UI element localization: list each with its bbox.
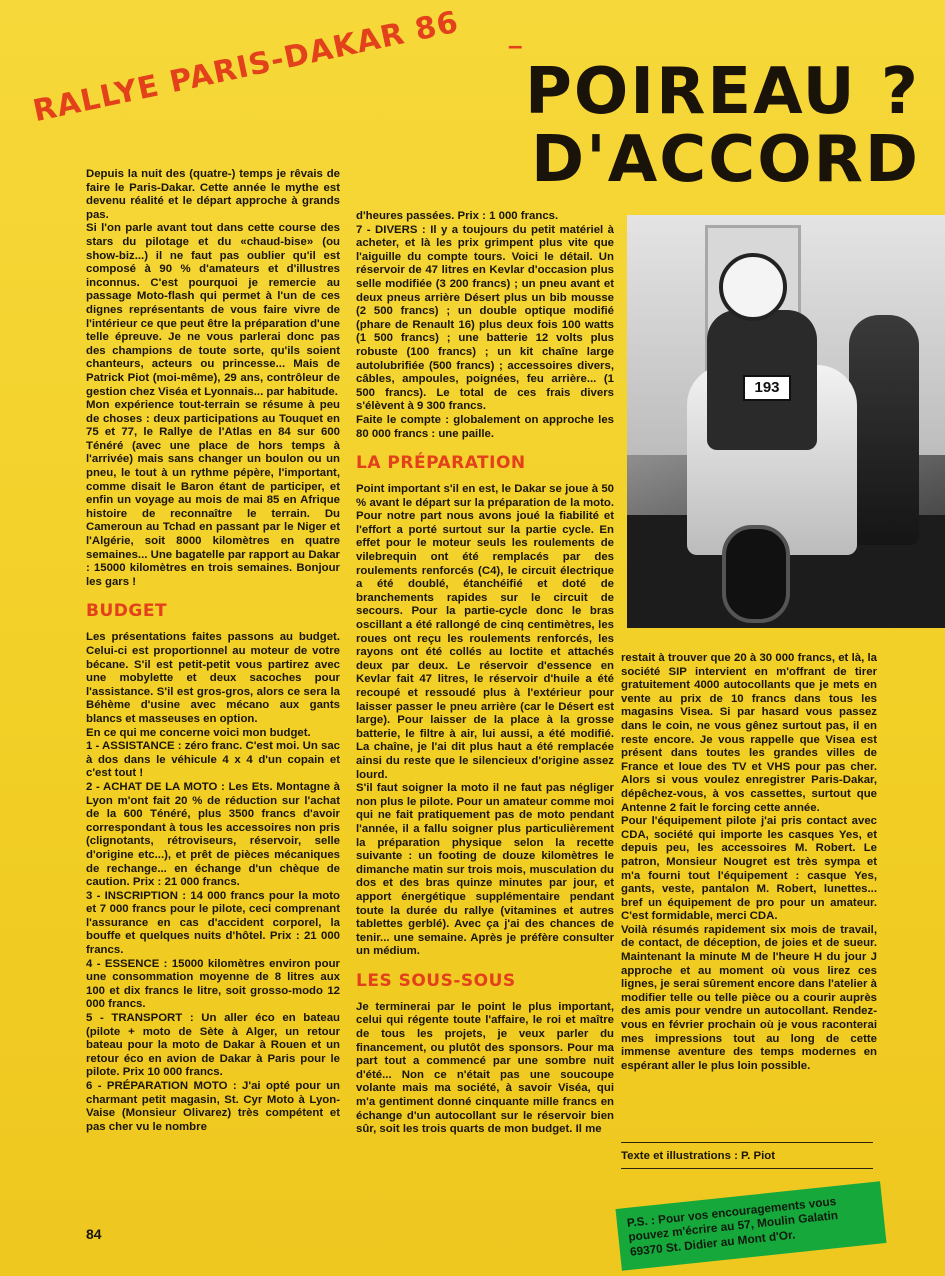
- paragraph: 6 - PRÉPARATION MOTO : J'ai opté pour un charmant petit magasin, St. Cyr Moto à Lyon-Vaise (Monsieur Olivarez) très compétent et pas cher vu le nombre: [86, 1080, 340, 1133]
- section-heading-sous-sous: LES SOUS-SOUS: [356, 970, 516, 991]
- ps-box: P.S. : Pour vos encouragements vous pouvez m'écrire au 57, Moulin Galatin 69370 St. Didier au Mont d'Or.: [615, 1181, 886, 1270]
- photo-helmet: [719, 253, 787, 321]
- credit-line: Texte et illustrations : P. Piot: [621, 1150, 776, 1162]
- photo-front-wheel: [722, 525, 790, 623]
- paragraph: Voilà résumés rapidement six mois de travail, de contact, de déception, de joies et de sueur. Maintenant la minute M de l'heure H du jour J approche et au moment où vous lirez ces lignes, je serai sûrement encore dans l'atelier à modifier telle ou telle pièce ou a courir auprès des amis pour vendre un autocollant. Rendez-vous en février prochain où je vous raconterai mes impressions tout au long de cette immense aventure des temps modernes en espérant aller le plus loin possible.: [621, 923, 877, 1072]
- paragraph: 3 - INSCRIPTION : 14 000 francs pour la moto et 7 000 francs pour le pilote, ceci comprenant l'assurance en cas d'accident corporel, la bouffe et quelques nuits d'hôtel. Prix : 21 000 francs.: [86, 889, 340, 957]
- paragraph: restait à trouver que 20 à 30 000 francs, et là, la société SIP intervient en m'offrant de tirer gratuitement 4000 autocollants que je mets en vente au prix de 10 francs dans tous les magasins Visea. Si par hasard vous passez dans le coin, ne vous gênez surtout pas, il en reste encore. Je vous rappelle que Visea est présent dans toutes les grandes villes de France et loue des TV et VHS pour pas cher. Alors si vous voulez enregistrer Paris-Dakar, dépêchez-vous, à vos cassettes, surtout que Antenne 2 fait le forcing cette année.: [621, 652, 877, 814]
- photo-race-plate: 193: [743, 375, 791, 401]
- kicker-title: RALLYE PARIS-DAKAR 86: [30, 4, 462, 130]
- photo-mechanic: [849, 315, 919, 545]
- headline: [480, 55, 920, 197]
- column-3: [621, 652, 877, 1132]
- column-1: [86, 168, 340, 1228]
- paragraph: Faite le compte : globalement on approche les 80 000 francs : une paille.: [356, 413, 614, 440]
- paragraph: Depuis la nuit des (quatre-) temps je rêvais de faire le Paris-Dakar. Cette année le mythe est devenu réalité et le départ approche à grands pas.: [86, 168, 340, 221]
- paragraph: 2 - ACHAT DE LA MOTO : Les Ets. Montagne à Lyon m'ont fait 20 % de réduction sur l'achat de la 600 Ténéré, plus 3500 francs d'avoir correspondant à tous les accessoires non pris (clignotants, rétroviseurs, réservoir, selle d'origine etc...), et prêt de pièces mécaniques de rechange... en échange d'un chèque de caution. Prix : 21 000 francs.: [86, 780, 340, 889]
- divider: [621, 1142, 873, 1143]
- headline-line-2: D'ACCORD: [531, 123, 920, 197]
- divider: [621, 1168, 873, 1169]
- kicker-dash: –: [508, 30, 523, 60]
- paragraph: Je terminerai par le point le plus important, celui qui régente toute l'affaire, le roi et maître de tous les projets, je veux parler du financement, ou plutôt des sponsors. Pour ma part tout a commencé par une sombre nuit d'été... Non ce n'était pas une soucoupe volante mais ma société, à savoir Viséa, qui m'a gentiment donné cinquante mille francs en échange d'un autocollant sur le réservoir bien sûr, soit les trois quarts de mon budget. Il me: [356, 1000, 614, 1136]
- paragraph: Mon expérience tout-terrain se résume à peu de choses : deux participations au Touquet en 75 et 77, le Rallye de l'Atlas en 84 sur 600 Ténéré (avec une place de hors temps à l'arrivée) mais sans changer un boulon ou un pneu, le tout à un rythme pépère, l'important, comme disait le Baron étant de participer, et enfin un voyage au mois de mai 85 en Afrique histoire de reconnaître le terrain. Du Cameroun au Tchad en passant par le Niger et l'Algérie, soit 8000 kilomètres en quatre semaines... Une bagatelle par rapport au Dakar : 15000 kilomètres en trois semaines. Bonjour les gars !: [86, 399, 340, 588]
- paragraph: Les présentations faites passons au budget. Celui-ci est proportionnel au moteur de votre bécane. S'il est petit-petit vous partirez avec une mobylette et deux sacoches pour l'assistance. S'il est gros-gros, alors ce sera la Béhème d'usine avec mécano aux gants blancs et masseuses en option.: [86, 631, 340, 725]
- rider-photo: [627, 215, 945, 628]
- paragraph: S'il faut soigner la moto il ne faut pas négliger non plus le pilote. Pour un amateur comme moi qui ne fait pratiquement pas de moto pendant l'année, il a fallu soigner plus particulièrement la préparation physique selon la recette suivante : un footing de douze kilomètres le dimanche matin sur trois mois, musculation du dos et des bras quinze minutes par jour, et apport énergétique supplémentaire pendant toute la durée du rallye (vitamines et autres tablettes gerblé). Avec ça j'ai des chances de tenir... une semaine. Après je préfère consulter un médium.: [356, 782, 614, 958]
- paragraph: Pour l'équipement pilote j'ai pris contact avec CDA, société qui importe les casques Yes, et depuis peu, les accessoires M. Robert. Le patron, Monsieur Nougret est très sympa et m'a fourni tout l'équipement : casque Yes, gants, veste, pantalon M. Robert, lunettes... bref un équipement de pro pour un amateur. C'est formidable, merci CDA.: [621, 815, 877, 923]
- paragraph: Si l'on parle avant tout dans cette course des stars du pilotage et du «chaud-bise» (ou show-biz...) il ne faut pas oublier qu'il est composé à 90 % d'amateurs et d'illustres inconnus. C'est pourquoi je remercie au passage Moto-flash qui permet à l'un de ces dignes représentants de vous faire vivre de l'intérieur ce que peut être la préparation d'une telle épreuve. Je ne vous parlerai donc pas des champions de toute sorte, qu'ils soient chanteurs, acteurs ou princesse... Mais de Patrick Piot (moi-même), 29 ans, contrôleur de gestion chez Viséa et Lyonnais... par habitude.: [86, 222, 340, 398]
- section-heading-preparation: LA PRÉPARATION: [356, 453, 526, 474]
- column-2: [356, 210, 614, 1260]
- headline-line-1: POIREAU ?: [524, 55, 920, 129]
- paragraph: 5 - TRANSPORT : Un aller éco en bateau (pilote + moto de Sète à Alger, un retour bateau pour la moto de Dakar à Rouen et un retour éco en avion de Dakar à Paris pour le pilote. Prix 10 000 francs.: [86, 1012, 340, 1079]
- page-number: 84: [86, 1226, 102, 1242]
- paragraph: 7 - DIVERS : Il y a toujours du petit matériel à acheter, et là les prix grimpent plus vite que l'aiguille du compte tours. Voici le détail. Un réservoir de 47 litres en Kevlar d'occasion plus selle modifiée (3 200 francs) ; un pneu avant et deux pneus arrière Désert plus un bib mousse (2 500 francs) ; un double optique modifié (phare de Renault 16) plus deux fois 100 watts (1 500 francs) ; une batterie 12 volts plus robuste (100 francs) ; un kit chaîne large autolubrifiée (500 francs) ; accessoires divers, câbles, ampoules, poignées, feu arrière... (1 500 francs). Le total de ces frais divers s'élèvent à 9 300 francs.: [356, 223, 614, 413]
- paragraph: d'heures passées. Prix : 1 000 francs.: [356, 210, 559, 222]
- paragraph: Point important s'il en est, le Dakar se joue à 50 % avant le départ sur la préparation de la moto. Pour notre part nous avons joué la fiabilité et l'effort a porté surtout sur la partie cycle. En effet pour le moteur seuls les roulements de vilebrequin ont été remplacés par des roulements renforcés (C4), le circuit électrique a été doublé, étanchéifié et doté de branchements rapides sur le circuit de secours. Pour la partie-cycle donc le bras oscillant a été rallongé de cinq centimètres, les roues ont reçu les roulements renforcés, les rayons ont été collés au loctite et attachés deux par deux. Le réservoir d'essence en Kevlar fait 47 litres, le réservoir d'huile a été recoupé et ressoudé plus à l'extérieur pour laisser passer le pneu arrière (car le Désert est large). Pour laisser de la place à la grosse batterie, le filtre à air, lui aussi, a été modifié. La chaîne, je l'ai dit plus haut a été remplacée ainsi du reste que le silencieux d'origine assez lourd.: [356, 483, 614, 781]
- paragraph: En ce qui me concerne voici mon budget.: [86, 726, 311, 739]
- section-heading-budget: BUDGET: [86, 601, 168, 622]
- paragraph: 4 - ESSENCE : 15000 kilomètres environ pour une consommation moyenne de 8 litres aux 100 et dix francs le litre, soit grosso-modo 12 000 francs.: [86, 957, 340, 1011]
- paragraph: 1 - ASSISTANCE : zéro franc. C'est moi. Un sac à dos dans le véhicule 4 x 4 d'un copain et c'est tout !: [86, 740, 340, 780]
